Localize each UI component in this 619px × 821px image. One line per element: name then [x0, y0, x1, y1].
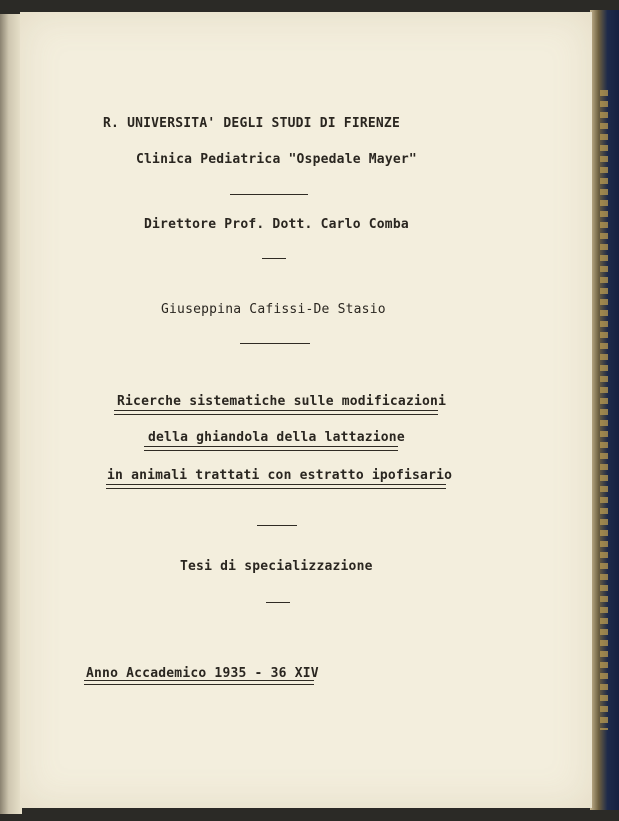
separator-3: [240, 343, 310, 344]
academic-year-underline: [84, 680, 314, 685]
thesis-title-line-1: Ricerche sistematiche sulle modificazioni: [117, 394, 447, 409]
thesis-type: Tesi di specializzazione: [180, 559, 373, 574]
separator-2: [262, 258, 286, 259]
left-page-edge: [0, 14, 22, 814]
thesis-title-line-2: della ghiandola della lattazione: [148, 430, 405, 445]
separator-5: [266, 602, 290, 603]
thesis-title-line-3: in animali trattati con estratto ipofisario: [107, 468, 453, 483]
title-underline-1: [114, 410, 438, 415]
spine-lettering: [600, 90, 608, 730]
university-heading: R. UNIVERSITA' DEGLI STUDI DI FIRENZE: [103, 116, 400, 131]
academic-year: Anno Accademico 1935 - 36 XIV: [86, 666, 319, 681]
clinic-name: Clinica Pediatrica "Ospedale Mayer": [136, 152, 417, 167]
separator-1: [230, 194, 308, 195]
author-name: Giuseppina Cafissi-De Stasio: [161, 302, 386, 317]
title-underline-3: [106, 484, 446, 489]
separator-4: [257, 525, 297, 526]
title-page: [20, 12, 592, 808]
title-underline-2: [144, 446, 398, 451]
director-line: Direttore Prof. Dott. Carlo Comba: [144, 217, 409, 232]
